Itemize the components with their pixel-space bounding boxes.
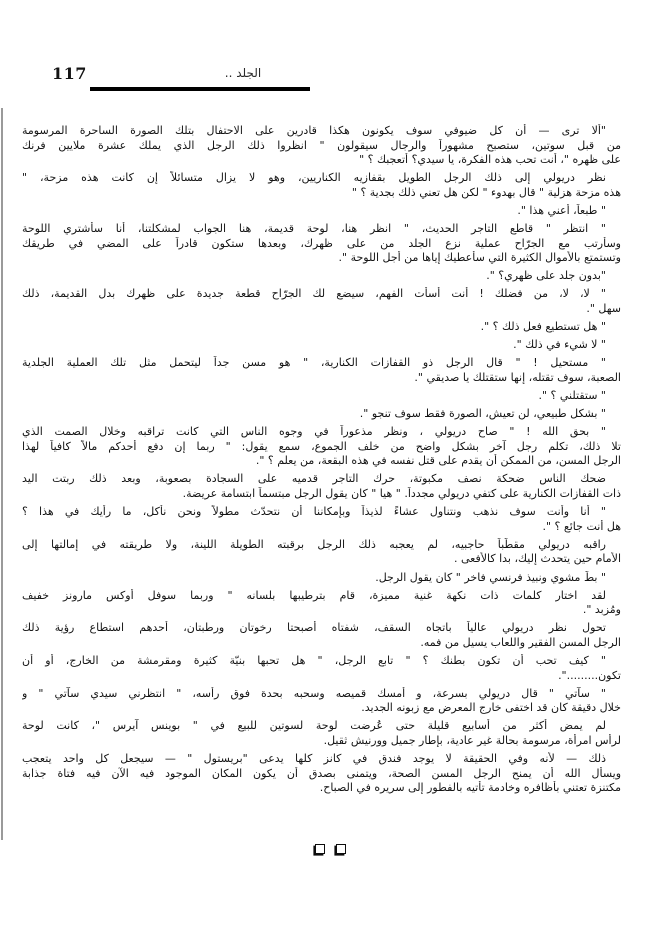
text-line: هل أنت جائع ؟ ".: [542, 519, 621, 533]
text-line: لقد اختار كلمات ذات نكهة غنية مميزة، قام بترطيبها بلسانه " وربما سوفل أوكس مارونز خفيف: [22, 588, 606, 602]
text-line: ذلك — لأنه وفي الحقيقة لا يوجد فندق في كانز كلها يدعى "بريستول " — سيجعل كل واحد يتعجب: [22, 752, 606, 766]
text-line: " أنا وأنت سوف نذهب ونتناول عشاءً لذيذاً وبإمكاننا أن نتحدّث مطولاً ونحن نأكل، ما رأيك في هذا ؟: [22, 505, 606, 519]
page-footer: [0, 838, 661, 857]
paragraph: [22, 287, 621, 316]
paragraph: [22, 571, 621, 586]
text-line: مكتنزة تعتني بأظافره وخادمة تأتيه بالفطور إلى سريره في الصباح.: [319, 781, 621, 795]
text-line: تحول نظر دريولي عالياً باتجاه السقف، شفتاه أصبحتا رخوتان ورطبتان، أحدهم استطاع رؤية ذلك: [22, 621, 606, 635]
text-line: وتستمتع بالأموال الكثيرة التي سأعطيك إياها من أجل اللوحة ".: [338, 251, 621, 265]
text-line: تلا ذلك، تكلم رجل آخر بشكل واضح من خلف الجموع، سمع يقول: " ربما إن دفع أحدكم مالاً كافياً لهذا: [22, 439, 621, 453]
paragraph: [22, 752, 621, 796]
text-line: "ألا ترى — أن كل ضيوفي سوف يكونون هكذا قادرين على الاحتفال بتلك الصورة الساحرة المرسومة: [22, 124, 606, 137]
paragraph: [22, 269, 621, 284]
paragraph: [22, 654, 621, 683]
paragraph: [22, 621, 621, 650]
paragraph: [22, 538, 621, 567]
text-line: على ظهره "، أنت تحب هذه الفكرة، يا سيدي؟ أتعجبك ؟ ": [359, 153, 621, 167]
paragraph: [22, 338, 621, 353]
text-line: الرجل المسن، من الممكن أن يقدم على قتل نفسه في هذه البقعة، من يعلم ؟ ".: [255, 454, 621, 468]
paragraph: [22, 472, 621, 501]
text-line: هذه مزحة هزلية " قال بهدوء " لكن هل تعني ذلك بجدية ؟ ": [351, 185, 621, 199]
text-line: تكون.........".: [558, 668, 621, 682]
paragraph: [22, 425, 621, 469]
end-mark-square-icon: [315, 844, 325, 854]
text-line: نظر دريولي إلى ذلك الرجل الطويل بقفازيه الكناريين، وهو لا يزال متسائلاً إن كانت هذه مزحة، ": [22, 171, 606, 185]
text-line: لرأس امرأة، مرسومة بحالة غير عادية، بإطار جميل وورنيش ثقيل.: [323, 733, 621, 747]
text-line: " لا، لا، من فضلك ! أنت أسأت الفهم، سيضع لك الجرّاح قطعة جديدة على ظهرك بدل القديمة، ذلك: [22, 287, 606, 301]
text-line: الرجل المسن الفقير واللعاب يسيل من فمه.: [420, 635, 621, 649]
paragraph: [22, 687, 621, 716]
body-text: [22, 124, 621, 799]
text-line: الأمام حين يتحدث إليك، بدا كالأفعى .: [454, 552, 621, 566]
page-number: 117: [52, 64, 87, 83]
paragraph: [22, 222, 621, 266]
text-line: " مستحيل ! " قال الرجل ذو القفازات الكنارية، " هو مسن جداً ليتحمل مثل تلك العملية الجلدية: [22, 356, 606, 370]
text-line: من قبل سوتين، ستصبح مشهوراً والرجال سيقولون " انظروا ذلك الرجل الذي يملك عشرة ملايين فرنك: [22, 138, 621, 152]
text-line: راقبه دريولي مقطّباً حاجبيه، لم يعجبه ذلك الرجل برقبته الطويلة اللينة، ولا طريقته في إمالتها إلى: [22, 537, 606, 551]
header-title: الجلد ..: [224, 66, 262, 80]
text-line: " طبعاً، أعني هذا ".: [517, 203, 606, 217]
text-line: ذات القفازات الكنارية على كتفي دريولي مجدداً. " هيا " كان يقول الرجل مبتسماً ابتسامة عريضة.: [182, 487, 621, 501]
text-line: ويسأل الله أن يمنح الرجل المسن الصحة، ويتمنى بصدق أن يكون المكان الموجود فيه الآن فيه فتاة جذابة: [22, 766, 621, 780]
header-rule: [90, 87, 310, 91]
paragraph: [22, 505, 621, 534]
text-line: " بطّ مشوي ونبيذ فرنسي فاخر " كان يقول الرجل.: [375, 570, 606, 584]
text-line: " هل تستطيع فعل ذلك ؟ ".: [480, 320, 606, 334]
paragraph: [22, 719, 621, 748]
scan-edge-line: [1, 108, 3, 840]
paragraph: [22, 389, 621, 404]
text-line: ومُزبد ".: [582, 603, 621, 617]
paragraph: [22, 407, 621, 422]
text-line: "بدون جلد على ظهري؟ ".: [486, 269, 606, 283]
paragraph: [22, 124, 621, 168]
text-line: ضحك الناس ضحكة نصف مكبوتة، حرك التاجر قدميه على السجادة بصعوبة، وبعد ذلك ربتت اليد: [22, 472, 606, 486]
text-line: وسأرتب مع الجرّاح عملية نزع الجلد من على ظهرك، وبعدها ستكون قادراً على المضي في طريقك: [22, 236, 621, 250]
text-line: " بحق الله ! " صاح دريولي ، ونظر مذعوراً في وجوه الناس التي كانت تراقبه وخلال الصمت الذي: [22, 425, 606, 439]
text-line: لم يمض أكثر من أسابيع قليلة حتى عُرضت لوحة لسوتين للبيع في " بوينس آيرس "، كانت لوحة: [22, 719, 606, 733]
text-line: الصعبة، سوف تقتله، إنها ستقتلك يا صديقي ".: [414, 370, 621, 384]
paragraph: [22, 589, 621, 618]
text-line: " سآتي " قال دريولي بسرعة، و أمسك قميصه وسحبه بحدة فوق رأسه، " انتظرني سيدي سآتي " و: [22, 686, 606, 700]
paragraph: [22, 356, 621, 385]
text-line: " كيف تحب أن تكون بطنك ؟ " تابع الرجل، " هل تحبها بنيّة كثيرة ومقرمشة من الخارج، أو أن: [22, 654, 606, 667]
end-mark-square-icon: [336, 844, 346, 854]
text-line: خلال دقيقة كان قد اختفى خارج المعرض مع زبونه الجديد.: [361, 701, 621, 715]
text-line: " ستقتلني ؟ ".: [538, 389, 606, 402]
text-line: سهل ".: [586, 302, 621, 316]
paragraph: [22, 204, 621, 219]
text-line: " لا شيء في ذلك ".: [513, 338, 606, 352]
text-line: " انتظر " قاطع التاجر الحديث، " انظر هنا، لوحة قديمة، هنا الجواب لمشكلتنا، أنا سأشتري اللوحة: [22, 222, 606, 236]
text-line: " بشكل طبيعي، لن تعيش، الصورة فقط سوف تنجو ".: [359, 407, 606, 421]
paragraph: [22, 320, 621, 335]
paragraph: [22, 171, 621, 200]
